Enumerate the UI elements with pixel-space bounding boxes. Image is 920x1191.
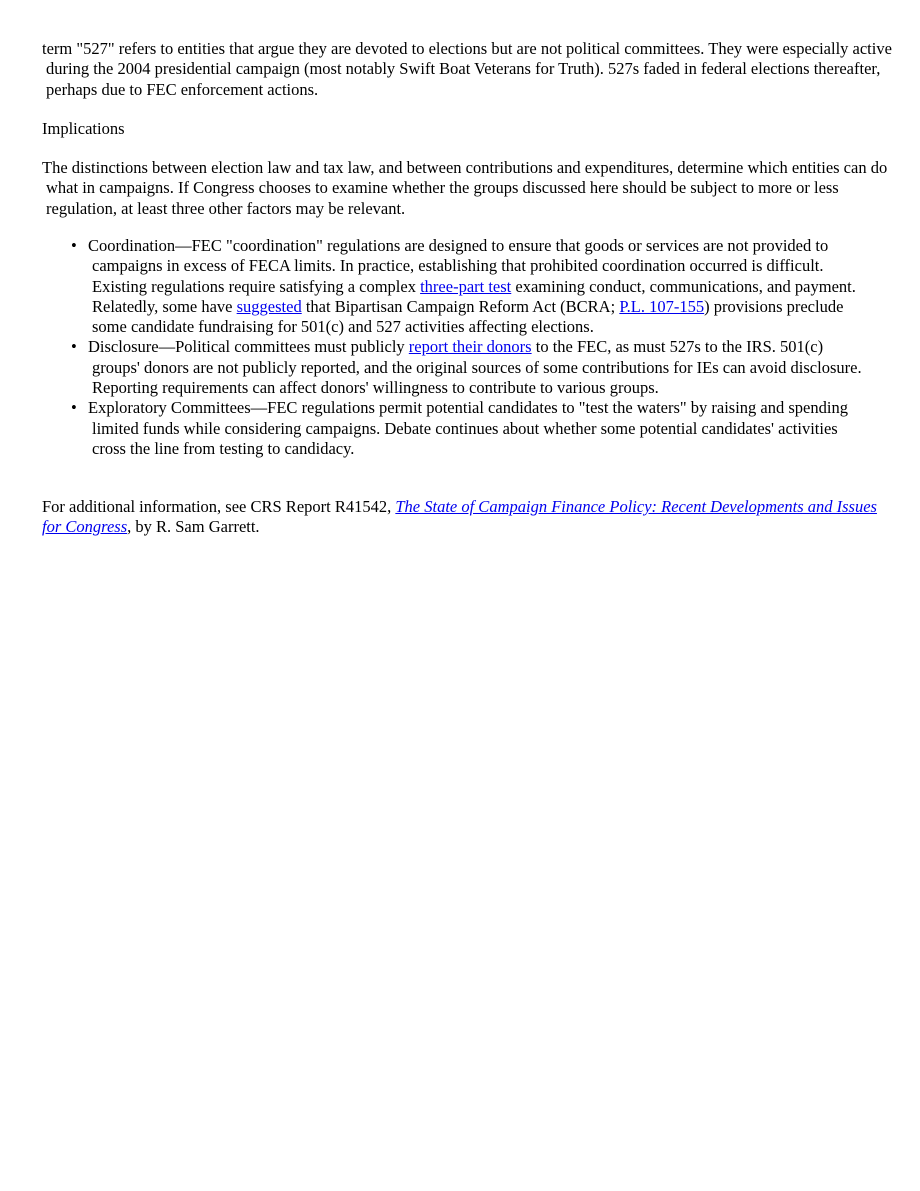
list-item-coordination xyxy=(42,236,872,337)
footer-prefix: For additional information, see CRS Report R41542, xyxy=(42,497,396,516)
list-item-disclosure xyxy=(42,337,872,398)
factors-list xyxy=(42,236,872,459)
footer-paragraph xyxy=(42,497,888,538)
bullet-icon: • xyxy=(71,236,77,255)
report-their-donors-link[interactable]: report their donors xyxy=(408,337,532,357)
intro-text: term "527" refers to entities that argue they are devoted to elections but are not political committees. They were especially active during the 2004 presidential campaign (most notably Swift Boat Veterans for Truth). 527s faded in federal elections thereafter, perhaps due to FEC enforcement actions. xyxy=(42,39,892,99)
list-item-exploratory-committees xyxy=(42,398,872,459)
intro-paragraph xyxy=(42,39,892,100)
pl-107-155-link[interactable]: P.L. 107-155 xyxy=(619,296,705,316)
coordination-text-2: examining conduct, communications, and payment. Relatedly, some have xyxy=(92,276,856,316)
disclosure-text-1: Disclosure—Political committees must publicly xyxy=(88,337,409,357)
bullet-icon: • xyxy=(71,337,77,357)
disclosure-text-2: to the FEC, as must 527s to the IRS. 501(c) groups' donors are not publicly reported, and the original sources of some contributions for IEs can avoid disclosure. Reporting requirements can affect donors' willingness to contribute to various groups. xyxy=(92,337,862,398)
coordination-text-4: ) provisions preclude some candidate fundraising for 501(c) and 527 activities affecting elections. xyxy=(92,296,844,337)
implications-paragraph: The distinctions between election law and tax law, and between contributions and expenditures, determine which entities can do what in campaigns. If Congress chooses to examine whether the groups discussed here should be subject to more or less regulation, at least three other factors may be relevant. xyxy=(42,158,888,218)
exploratory-text: Exploratory Committees—FEC regulations permit potential candidates to "test the waters" by raising and spending limited funds while considering campaigns. Debate continues about whether some potential candidates' activities cross the line from testing to candidacy. xyxy=(88,398,848,458)
footer-suffix: , by R. Sam Garrett. xyxy=(127,517,260,537)
section-heading: Implications xyxy=(42,119,125,138)
coordination-text-3: that Bipartisan Campaign Reform Act (BCRA; xyxy=(301,296,620,316)
bullet-icon: • xyxy=(71,398,77,418)
suggested-link[interactable]: suggested xyxy=(236,296,302,316)
three-part-test-link[interactable]: three-part test xyxy=(420,276,512,296)
coordination-text-1: Coordination—FEC "coordination" regulations are designed to ensure that goods or services are not provided to campaigns in excess of FECA limits. In practice, establishing that prohibited coordination occurred is difficult. Existing regulations require satisfying a complex xyxy=(88,236,829,296)
crs-report-link[interactable]: The State of Campaign Finance Policy: Recent Developments and Issues for Congress xyxy=(42,497,877,537)
